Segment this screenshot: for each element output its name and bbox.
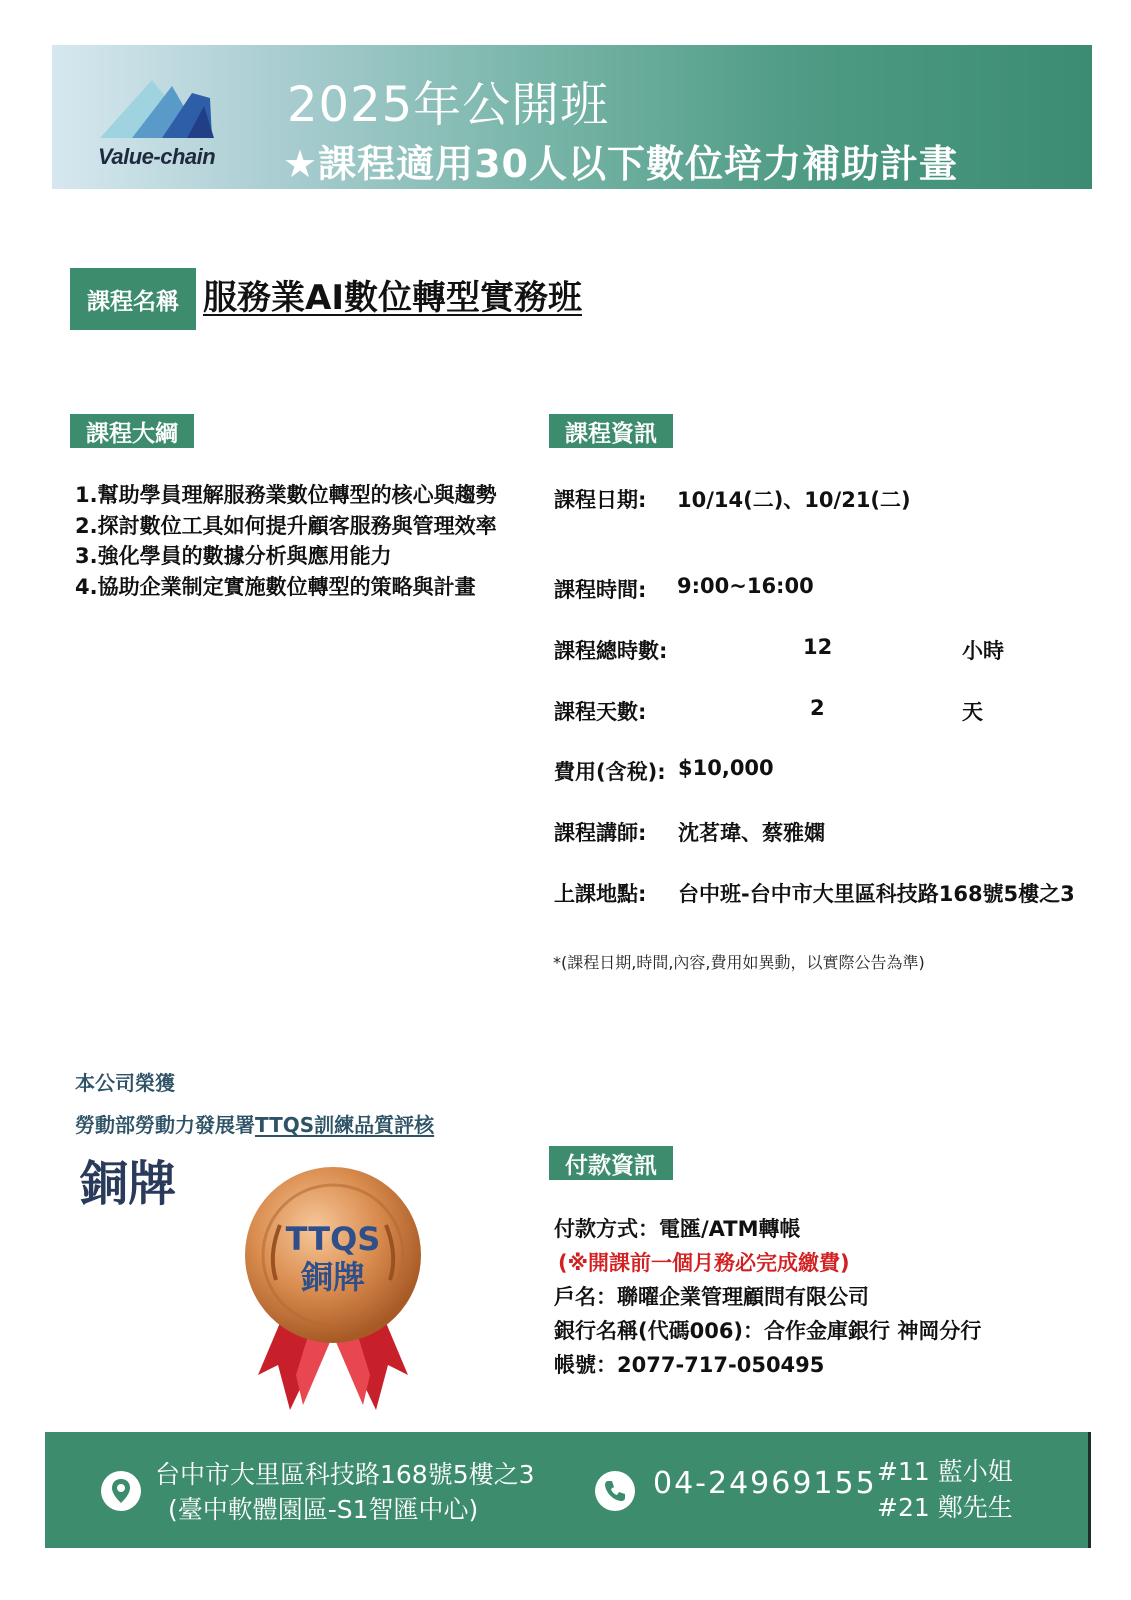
teacher-label: 課程講師:: [554, 821, 647, 845]
date-label: 課程日期:: [554, 488, 647, 512]
footer-extension-1: #11 藍小姐: [877, 1457, 1013, 1486]
banner-subtitle: ★課程適用30人以下數位培力補助計畫: [283, 142, 958, 186]
logo-text: Value-chain: [98, 144, 216, 169]
location-pin-icon: [100, 1470, 142, 1512]
payment-deadline: (※開課前一個月務必完成繳費): [558, 1251, 850, 1275]
bronze-medal-icon: [228, 1160, 438, 1415]
footer-edge: [1088, 1432, 1091, 1548]
hours-label: 課程總時數:: [554, 639, 668, 663]
time-value: 9:00~16:00: [677, 574, 814, 598]
footer-address-note: (臺中軟體園區-S1智匯中心): [168, 1495, 479, 1524]
award-level: 銅牌: [80, 1156, 177, 1212]
course-title: 服務業AI數位轉型實務班: [203, 278, 582, 318]
course-name-tag: 課程名稱: [70, 268, 196, 330]
outline-item: 3.強化學員的數據分析與應用能力: [75, 544, 392, 568]
hours-unit: 小時: [962, 639, 1004, 663]
footer-phone[interactable]: 04-24969155: [653, 1466, 877, 1501]
disclaimer-note: *(課程日期,時間,內容,費用如異動，以實際公告為準): [553, 953, 925, 972]
info-tag: 課程資訊: [549, 414, 673, 448]
payment-method: 付款方式：電匯/ATM轉帳: [554, 1217, 801, 1241]
account-name: 戶名：聯曜企業管理顧問有限公司: [554, 1285, 869, 1309]
outline-tag: 課程大綱: [70, 414, 194, 448]
footer-address: 台中市大里區科技路168號5樓之3: [155, 1460, 535, 1489]
outline-item: 4.協助企業制定實施數位轉型的策略與計畫: [75, 574, 476, 599]
payment-tag: 付款資訊: [549, 1146, 673, 1180]
date-value: 10/14(二)、10/21(二): [677, 488, 911, 512]
place-value: 台中班-台中市大里區科技路168號5樓之3: [678, 882, 1075, 906]
medal-text-bottom: 銅牌: [300, 1258, 366, 1296]
days-label: 課程天數:: [554, 700, 647, 724]
place-label: 上課地點:: [554, 882, 647, 906]
hours-value: 12: [803, 635, 833, 659]
award-name: TTQS訓練品質評核: [255, 1113, 435, 1137]
award-org: 勞動部勞動力發展署: [75, 1113, 255, 1137]
teacher-value: 沈茗瑋、蔡雅嫻: [678, 821, 825, 845]
days-unit: 天: [962, 700, 983, 724]
phone-icon: [594, 1470, 636, 1512]
award-description: [75, 1109, 434, 1138]
medal-text-top: TTQS: [285, 1220, 381, 1258]
footer-extension-2: #21 鄭先生: [877, 1493, 1013, 1522]
fee-value: $10,000: [678, 756, 774, 780]
account-number: 帳號：2077-717-050495: [554, 1353, 825, 1377]
course-outline: [75, 480, 515, 602]
time-label: 課程時間:: [554, 578, 647, 602]
outline-item: 2.探討數位工具如何提升顧客服務與管理效率: [75, 513, 497, 538]
award-intro: 本公司榮獲: [75, 1071, 175, 1095]
banner-title: 2025年公開班: [287, 77, 610, 133]
days-value: 2: [810, 696, 825, 720]
outline-item: 1.幫助學員理解服務業數位轉型的核心與趨勢: [75, 483, 497, 507]
fee-label: 費用(含稅):: [554, 760, 666, 784]
bank-name: 銀行名稱(代碼006)：合作金庫銀行 神岡分行: [554, 1319, 982, 1343]
